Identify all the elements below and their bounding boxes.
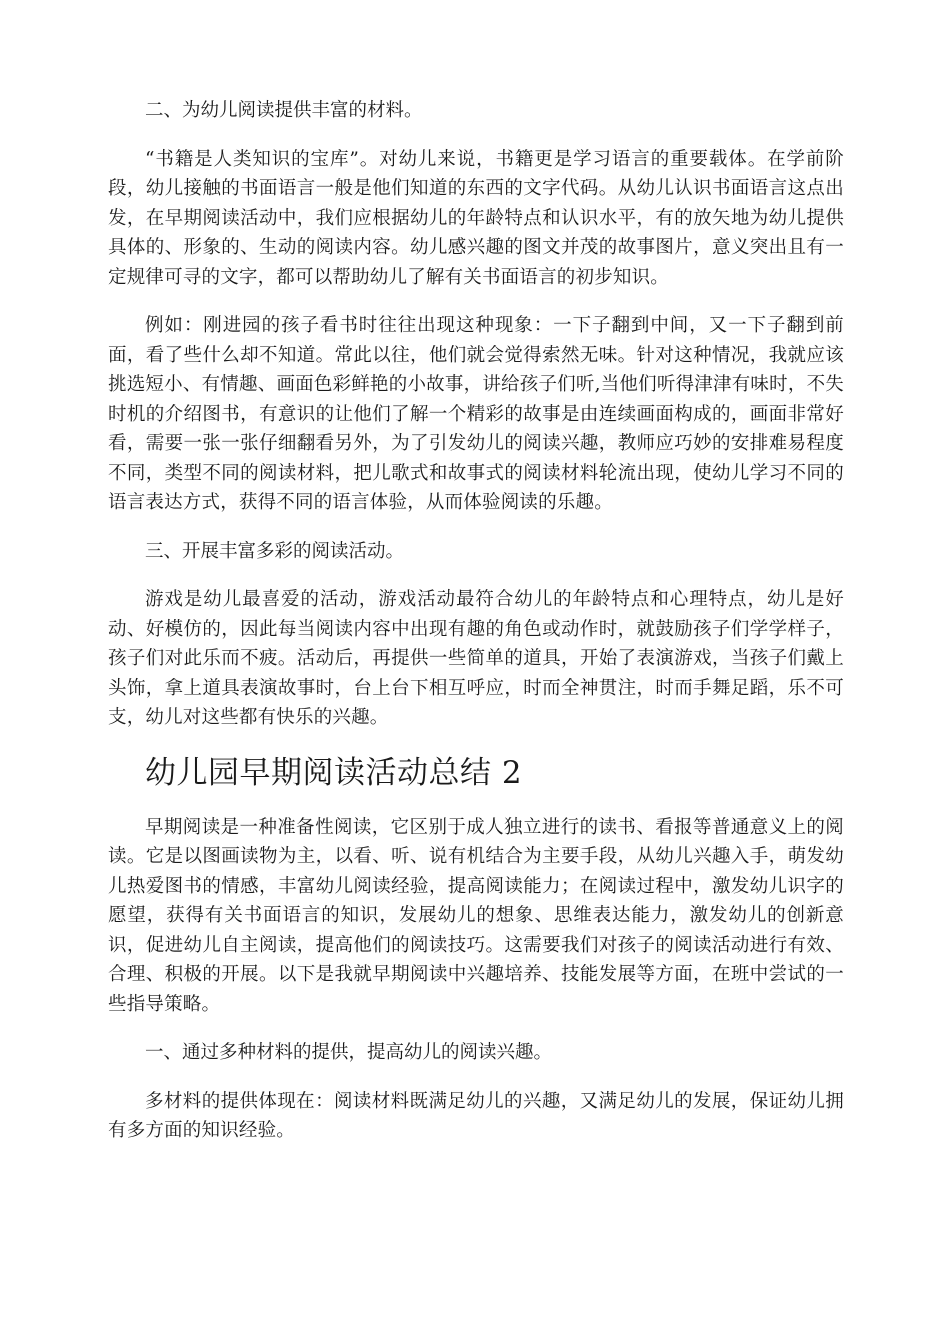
document-title: 幼儿园早期阅读活动总结 2 bbox=[145, 754, 523, 791]
section-heading-2: 二、为幼儿阅读提供丰富的材料。 bbox=[145, 100, 423, 121]
section-heading-3: 三、开展丰富多彩的阅读活动。 bbox=[145, 540, 405, 562]
paragraph-materials: 多材料的提供体现在：阅读材料既满足幼儿的兴趣，又满足幼儿的发展，保证幼儿拥有多方面的知识经验。 bbox=[108, 1090, 844, 1141]
paragraph-books-treasure: “书籍是人类知识的宝库”。对幼儿来说，书籍更是学习语言的重要载体。在学前阶段，幼儿接触的书面语言一般是他们知道的东西的文字代码。从幼儿认识书面语言这点出发，在早期阅读活动中，我们应根据幼儿的年龄特点和认识水平，有的放矢地为幼儿提供具体的、形象的、生动的阅读内容。幼儿感兴趣的图文并茂的故事图片，意义突出且有一定规律可寻的文字，都可以帮助幼儿了解有关书面语言的初步知识。 bbox=[108, 148, 844, 288]
paragraph-games: 游戏是幼儿最喜爱的活动，游戏活动最符合幼儿的年龄特点和心理特点，幼儿是好动、好模仿的，因此每当阅读内容中出现有趣的角色或动作时，就鼓励孩子们学学样子，孩子们对此乐而不疲。活动后，再提供一些简单的道具，开始了表演游戏，当孩子们戴上头饰，拿上道具表演故事时，台上台下相互呼应，时而全神贯注，时而手舞足蹈，乐不可支，幼儿对这些都有快乐的兴趣。 bbox=[108, 589, 844, 728]
document-page bbox=[108, 96, 844, 1146]
paragraph-example: 例如：刚进园的孩子看书时往往出现这种现象：一下子翻到中间，又一下子翻到前面，看了些什么却不知道。常此以往，他们就会觉得索然无味。针对这种情况，我就应该挑选短小、有情趣、画面色彩鲜艳的小故事，讲给孩子们听,当他们听得津津有味时，不失时机的介绍图书，有意识的让他们了解一个精彩的故事是由连续画面构成的，画面非常好看，需要一张一张仔细翻看另外，为了引发幼儿的阅读兴趣，教师应巧妙的安排难易程度不同，类型不同的阅读材料，把儿歌式和故事式的阅读材料轮流出现，使幼儿学习不同的语言表达方式，获得不同的语言体验，从而体验阅读的乐趣。 bbox=[108, 315, 844, 513]
section-heading-1: 一、通过多种材料的提供，提高幼儿的阅读兴趣。 bbox=[145, 1042, 553, 1063]
paragraph-early-reading: 早期阅读是一种准备性阅读，它区别于成人独立进行的读书、看报等普通意义上的阅读。它是以图画读物为主，以看、听、说有机结合为主要手段，从幼儿兴趣入手，萌发幼儿热爱图书的情感，丰富幼儿阅读经验，提高阅读能力；在阅读过程中，激发幼儿识字的愿望，获得有关书面语言的知识，发展幼儿的想象、思维表达能力，激发幼儿的创新意识，促进幼儿自主阅读，提高他们的阅读技巧。这需要我们对孩子的阅读活动进行有效、合理、积极的开展。以下是我就早期阅读中兴趣培养、技能发展等方面，在班中尝试的一些指导策略。 bbox=[108, 816, 844, 1015]
